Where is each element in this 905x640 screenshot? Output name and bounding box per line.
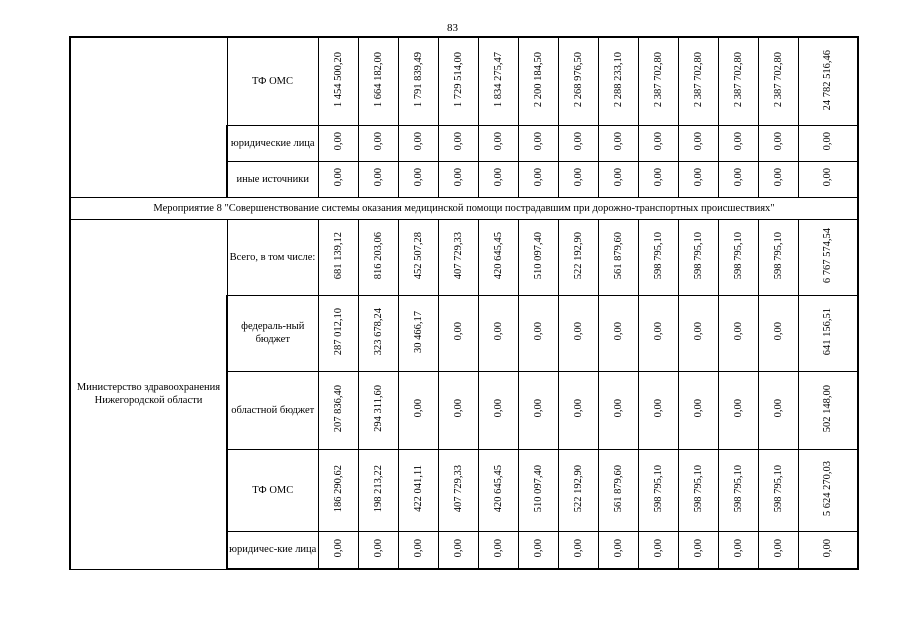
year-value-cell <box>438 295 478 371</box>
cell-value: 0,00 <box>732 168 744 187</box>
year-value-cell <box>478 125 518 161</box>
year-value-cell <box>398 125 438 161</box>
cell-value: 0,00 <box>492 322 504 341</box>
cell-value: 6 767 574,54 <box>822 227 834 284</box>
year-value-cell <box>438 161 478 197</box>
row-total-cell <box>798 219 858 295</box>
cell-value: 0,00 <box>452 399 464 418</box>
row-total-cell <box>798 37 858 125</box>
year-value-cell <box>678 37 718 125</box>
year-value-cell <box>678 125 718 161</box>
year-value-cell <box>598 37 638 125</box>
year-value-cell <box>318 219 358 295</box>
cell-value: 0,00 <box>572 132 584 151</box>
year-value-cell <box>758 531 798 569</box>
section-header-row <box>70 197 858 219</box>
cell-value: 407 729,33 <box>452 464 464 513</box>
row-total-cell <box>798 449 858 531</box>
table-row <box>70 219 858 295</box>
cell-value: 0,00 <box>532 132 544 151</box>
cell-value: 294 311,60 <box>372 385 384 432</box>
cell-value: 0,00 <box>452 539 464 558</box>
table-row <box>70 37 858 125</box>
year-value-cell <box>558 449 598 531</box>
year-value-cell <box>718 531 758 569</box>
cell-value: 0,00 <box>732 322 744 341</box>
cell-value: 0,00 <box>772 132 784 151</box>
cell-value: 0,00 <box>492 539 504 558</box>
cell-value: 323 678,24 <box>372 307 384 356</box>
funding-source-label: ТФ ОМС <box>227 449 318 531</box>
year-value-cell <box>558 219 598 295</box>
year-value-cell <box>598 295 638 371</box>
cell-value: 816 203,06 <box>372 231 384 280</box>
year-value-cell <box>678 295 718 371</box>
year-value-cell <box>398 449 438 531</box>
year-value-cell <box>318 371 358 449</box>
year-value-cell <box>758 37 798 125</box>
cell-value: 186 290,62 <box>332 464 344 513</box>
year-value-cell <box>358 371 398 449</box>
cell-value: 598 795,10 <box>652 464 664 513</box>
year-value-cell <box>558 125 598 161</box>
year-value-cell <box>758 125 798 161</box>
cell-value: 2 387 702,80 <box>652 52 664 108</box>
row-total-cell <box>798 161 858 197</box>
cell-value: 198 213,22 <box>372 464 384 513</box>
row-total-cell <box>798 531 858 569</box>
cell-value: 0,00 <box>372 132 384 151</box>
funding-source-label: юридичес-кие лица <box>227 531 318 569</box>
year-value-cell <box>598 531 638 569</box>
cell-value: 0,00 <box>412 168 424 187</box>
year-value-cell <box>518 161 558 197</box>
cell-value: 0,00 <box>492 399 504 418</box>
year-value-cell <box>398 37 438 125</box>
cell-value: 24 782 516,46 <box>822 49 834 110</box>
year-value-cell <box>638 531 678 569</box>
cell-value: 641 156,51 <box>822 307 834 356</box>
year-value-cell <box>438 37 478 125</box>
year-value-cell <box>518 219 558 295</box>
year-value-cell <box>318 161 358 197</box>
cell-value: 0,00 <box>612 322 624 341</box>
cell-value: 0,00 <box>532 399 544 418</box>
cell-value: 0,00 <box>732 539 744 558</box>
funding-source-label: ТФ ОМС <box>227 37 318 125</box>
cell-value: 2 387 702,80 <box>692 52 704 108</box>
cell-value: 0,00 <box>652 132 664 151</box>
year-value-cell <box>358 449 398 531</box>
cell-value: 0,00 <box>612 539 624 558</box>
cell-value: 522 192,90 <box>572 464 584 513</box>
year-value-cell <box>438 219 478 295</box>
year-value-cell <box>518 37 558 125</box>
organization-name: Министерство здравоохранения Нижегородской области <box>70 219 227 569</box>
cell-value: 681 139,12 <box>332 231 344 280</box>
year-value-cell <box>518 295 558 371</box>
year-value-cell <box>758 295 798 371</box>
year-value-cell <box>598 449 638 531</box>
year-value-cell <box>478 531 518 569</box>
cell-value: 0,00 <box>452 168 464 187</box>
cell-value: 0,00 <box>572 539 584 558</box>
cell-value: 1 834 275,47 <box>492 52 504 108</box>
cell-value: 0,00 <box>692 399 704 418</box>
year-value-cell <box>758 449 798 531</box>
year-value-cell <box>318 37 358 125</box>
cell-value: 510 097,40 <box>532 231 544 280</box>
year-value-cell <box>678 449 718 531</box>
year-value-cell <box>718 161 758 197</box>
cell-value: 0,00 <box>452 132 464 151</box>
year-value-cell <box>318 295 358 371</box>
year-value-cell <box>598 219 638 295</box>
cell-value: 510 097,40 <box>532 464 544 513</box>
year-value-cell <box>398 295 438 371</box>
year-value-cell <box>318 531 358 569</box>
year-value-cell <box>558 37 598 125</box>
year-value-cell <box>638 161 678 197</box>
cell-value: 0,00 <box>822 539 834 558</box>
funding-source-label: федераль-ный бюджет <box>227 295 318 371</box>
cell-value: 5 624 270,03 <box>822 460 834 517</box>
year-value-cell <box>678 371 718 449</box>
year-value-cell <box>758 219 798 295</box>
cell-value: 0,00 <box>412 539 424 558</box>
cell-value: 0,00 <box>692 132 704 151</box>
year-value-cell <box>478 161 518 197</box>
cell-value: 0,00 <box>452 322 464 341</box>
year-value-cell <box>678 531 718 569</box>
year-value-cell <box>438 531 478 569</box>
cell-value: 0,00 <box>492 168 504 187</box>
cell-value: 598 795,10 <box>692 464 704 513</box>
cell-value: 598 795,10 <box>732 231 744 280</box>
cell-value: 0,00 <box>492 132 504 151</box>
year-value-cell <box>478 37 518 125</box>
year-value-cell <box>358 125 398 161</box>
cell-value: 1 664 182,00 <box>372 52 384 108</box>
year-value-cell <box>318 125 358 161</box>
year-value-cell <box>758 161 798 197</box>
section-title: Мероприятие 8 "Совершенствование системы оказания медицинской помощи пострадавшим при дорожно-транспортных происшествиях" <box>70 197 858 219</box>
year-value-cell <box>718 37 758 125</box>
cell-value: 0,00 <box>532 168 544 187</box>
year-value-cell <box>638 219 678 295</box>
cell-value: 598 795,10 <box>772 464 784 513</box>
cell-value: 0,00 <box>692 539 704 558</box>
funding-table <box>69 36 859 570</box>
cell-value: 30 466,17 <box>412 310 424 353</box>
cell-value: 1 729 514,00 <box>452 52 464 108</box>
funding-source-label: Всего, в том числе: <box>227 219 318 295</box>
year-value-cell <box>358 295 398 371</box>
year-value-cell <box>638 371 678 449</box>
cell-value: 0,00 <box>332 168 344 187</box>
year-value-cell <box>598 371 638 449</box>
year-value-cell <box>718 295 758 371</box>
cell-value: 0,00 <box>652 322 664 341</box>
cell-value: 0,00 <box>532 539 544 558</box>
year-value-cell <box>438 125 478 161</box>
cell-value: 0,00 <box>692 322 704 341</box>
cell-value: 407 729,33 <box>452 231 464 280</box>
cell-value: 0,00 <box>822 168 834 187</box>
year-value-cell <box>558 161 598 197</box>
cell-value: 207 836,40 <box>332 384 344 433</box>
cell-value: 1 791 839,49 <box>412 52 424 108</box>
cell-value: 0,00 <box>692 168 704 187</box>
cell-value: 0,00 <box>612 399 624 418</box>
cell-value: 0,00 <box>772 399 784 418</box>
cell-value: 598 795,10 <box>652 231 664 280</box>
row-total-cell <box>798 295 858 371</box>
cell-value: 0,00 <box>772 168 784 187</box>
cell-value: 522 192,90 <box>572 231 584 280</box>
year-value-cell <box>598 161 638 197</box>
cell-value: 287 012,10 <box>332 307 344 356</box>
year-value-cell <box>638 37 678 125</box>
cell-value: 0,00 <box>772 322 784 341</box>
cell-value: 0,00 <box>412 132 424 151</box>
year-value-cell <box>518 531 558 569</box>
cell-value: 502 148,00 <box>822 384 834 433</box>
year-value-cell <box>678 219 718 295</box>
cell-value: 561 879,60 <box>612 231 624 280</box>
year-value-cell <box>758 371 798 449</box>
year-value-cell <box>438 371 478 449</box>
row-total-cell <box>798 125 858 161</box>
year-value-cell <box>318 449 358 531</box>
year-value-cell <box>518 449 558 531</box>
cell-value: 422 041,11 <box>412 465 424 512</box>
cell-value: 0,00 <box>412 399 424 418</box>
funding-source-label: юридические лица <box>227 125 318 161</box>
cell-value: 0,00 <box>372 168 384 187</box>
cell-value: 0,00 <box>372 539 384 558</box>
cell-value: 0,00 <box>532 322 544 341</box>
cell-value: 452 507,28 <box>412 231 424 280</box>
cell-value: 420 645,45 <box>492 464 504 513</box>
year-value-cell <box>398 371 438 449</box>
funding-source-label: областной бюджет <box>227 371 318 449</box>
cell-value: 2 200 184,50 <box>532 52 544 108</box>
page-number: 83 <box>447 22 458 34</box>
cell-value: 2 387 702,80 <box>732 52 744 108</box>
cell-value: 2 268 976,50 <box>572 52 584 108</box>
year-value-cell <box>638 449 678 531</box>
organization-cell-empty <box>70 37 227 197</box>
cell-value: 0,00 <box>652 539 664 558</box>
year-value-cell <box>478 219 518 295</box>
cell-value: 0,00 <box>652 399 664 418</box>
cell-value: 598 795,10 <box>692 231 704 280</box>
year-value-cell <box>638 295 678 371</box>
year-value-cell <box>598 125 638 161</box>
cell-value: 2 387 702,80 <box>772 52 784 108</box>
cell-value: 0,00 <box>772 539 784 558</box>
cell-value: 0,00 <box>822 132 834 151</box>
year-value-cell <box>718 449 758 531</box>
cell-value: 0,00 <box>652 168 664 187</box>
cell-value: 0,00 <box>572 168 584 187</box>
cell-value: 0,00 <box>572 399 584 418</box>
year-value-cell <box>398 531 438 569</box>
cell-value: 0,00 <box>332 539 344 558</box>
cell-value: 0,00 <box>572 322 584 341</box>
year-value-cell <box>718 371 758 449</box>
year-value-cell <box>638 125 678 161</box>
year-value-cell <box>478 449 518 531</box>
year-value-cell <box>398 161 438 197</box>
cell-value: 1 454 500,20 <box>332 52 344 108</box>
cell-value: 0,00 <box>732 132 744 151</box>
cell-value: 0,00 <box>612 132 624 151</box>
year-value-cell <box>358 161 398 197</box>
year-value-cell <box>358 37 398 125</box>
year-value-cell <box>558 295 598 371</box>
year-value-cell <box>558 371 598 449</box>
year-value-cell <box>518 371 558 449</box>
year-value-cell <box>398 219 438 295</box>
year-value-cell <box>518 125 558 161</box>
year-value-cell <box>358 219 398 295</box>
year-value-cell <box>438 449 478 531</box>
year-value-cell <box>478 371 518 449</box>
cell-value: 0,00 <box>732 399 744 418</box>
cell-value: 2 288 233,10 <box>612 52 624 108</box>
cell-value: 598 795,10 <box>732 464 744 513</box>
cell-value: 420 645,45 <box>492 231 504 280</box>
year-value-cell <box>558 531 598 569</box>
cell-value: 0,00 <box>612 168 624 187</box>
cell-value: 561 879,60 <box>612 464 624 513</box>
year-value-cell <box>718 125 758 161</box>
row-total-cell <box>798 371 858 449</box>
year-value-cell <box>678 161 718 197</box>
cell-value: 598 795,10 <box>772 231 784 280</box>
year-value-cell <box>478 295 518 371</box>
funding-source-label: иные источники <box>227 161 318 197</box>
year-value-cell <box>718 219 758 295</box>
cell-value: 0,00 <box>332 132 344 151</box>
year-value-cell <box>358 531 398 569</box>
